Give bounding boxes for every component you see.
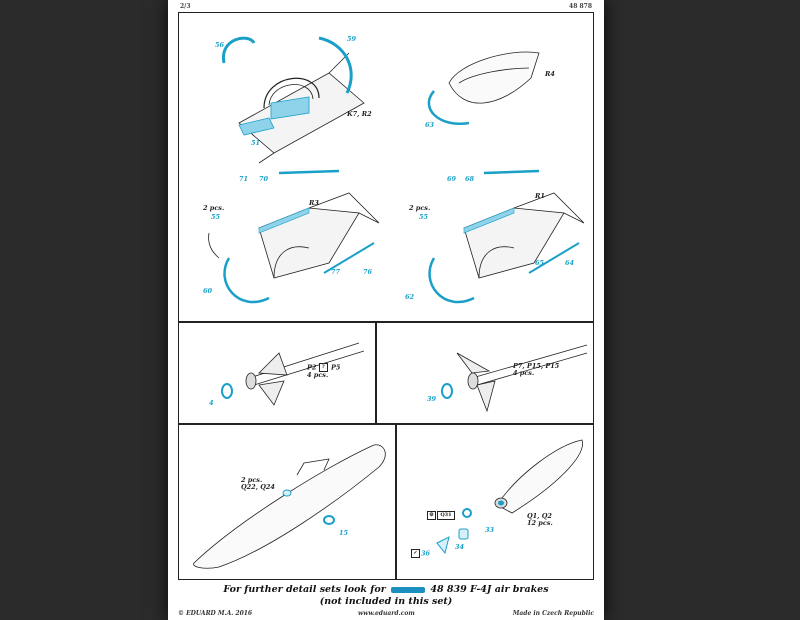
website: www.eduard.com [358, 610, 415, 617]
panel-fuel-tank [178, 424, 396, 580]
part-4: 4 [209, 399, 214, 407]
label-nose: Q1, Q2 12 pcs. [527, 512, 553, 527]
part-39: 39 [427, 395, 437, 403]
part-62: 62 [405, 293, 415, 301]
set-code: 48 878 [569, 3, 592, 10]
part-55-b: 55 [419, 213, 429, 221]
part-59: 59 [347, 35, 357, 43]
part-56: 56 [215, 41, 225, 49]
footer-line-1: For further detail sets look for 48 839 F-4J air brakes [223, 584, 549, 595]
part-64: 64 [565, 259, 575, 267]
label-left-missile: P2 ? P5 4 pcs. [307, 363, 341, 379]
made-in: Made in Czech Republic [512, 610, 594, 617]
part-63: 63 [425, 121, 435, 129]
part-36: ✓ 36 [411, 549, 430, 558]
part-68: 68 [465, 175, 475, 183]
page-number: 2/3 [180, 3, 191, 10]
missile-right-drawing [377, 323, 595, 425]
part-55-a: 55 [211, 213, 221, 221]
part-76: 76 [363, 268, 373, 276]
label-r1: R1 [535, 192, 545, 200]
instruction-sheet [168, 0, 604, 620]
missile-left-drawing [179, 323, 377, 425]
part-65: 65 [535, 259, 545, 267]
label-right-missile: P7, P15, P15 4 pcs. [513, 362, 560, 377]
part-15: 15 [339, 529, 349, 537]
part-77: 77 [331, 268, 341, 276]
panel-canopy-cockpit [178, 12, 594, 322]
label-r4: R4 [545, 70, 555, 78]
part-71: 71 [239, 175, 249, 183]
part-34: 34 [455, 543, 465, 551]
copyright: © EDUARD M.A. 2016 [178, 610, 253, 617]
label-pcs-b: 2 pcs. [409, 204, 431, 212]
label-q31: ⚙ Q31 [427, 511, 456, 520]
part-33: 33 [485, 526, 495, 534]
part-69: 69 [447, 175, 457, 183]
part-70: 70 [259, 175, 269, 183]
panel-missile-left [178, 322, 376, 424]
eduard-logo [391, 587, 425, 593]
panel-nose-parts [396, 424, 594, 580]
fuel-tank-drawing [179, 425, 397, 581]
label-k7r2: K7, R2 [347, 110, 372, 118]
label-r3: R3 [309, 199, 319, 207]
label-pcs-a: 2 pcs. [203, 204, 225, 212]
part-51: 51 [251, 139, 261, 147]
part-60: 60 [203, 287, 213, 295]
footer-line-2: (not included in this set) [319, 596, 453, 607]
panel-missile-right [376, 322, 594, 424]
label-tank: 2 pcs. Q22, Q24 [241, 476, 275, 491]
canopy-drawing [179, 13, 595, 323]
